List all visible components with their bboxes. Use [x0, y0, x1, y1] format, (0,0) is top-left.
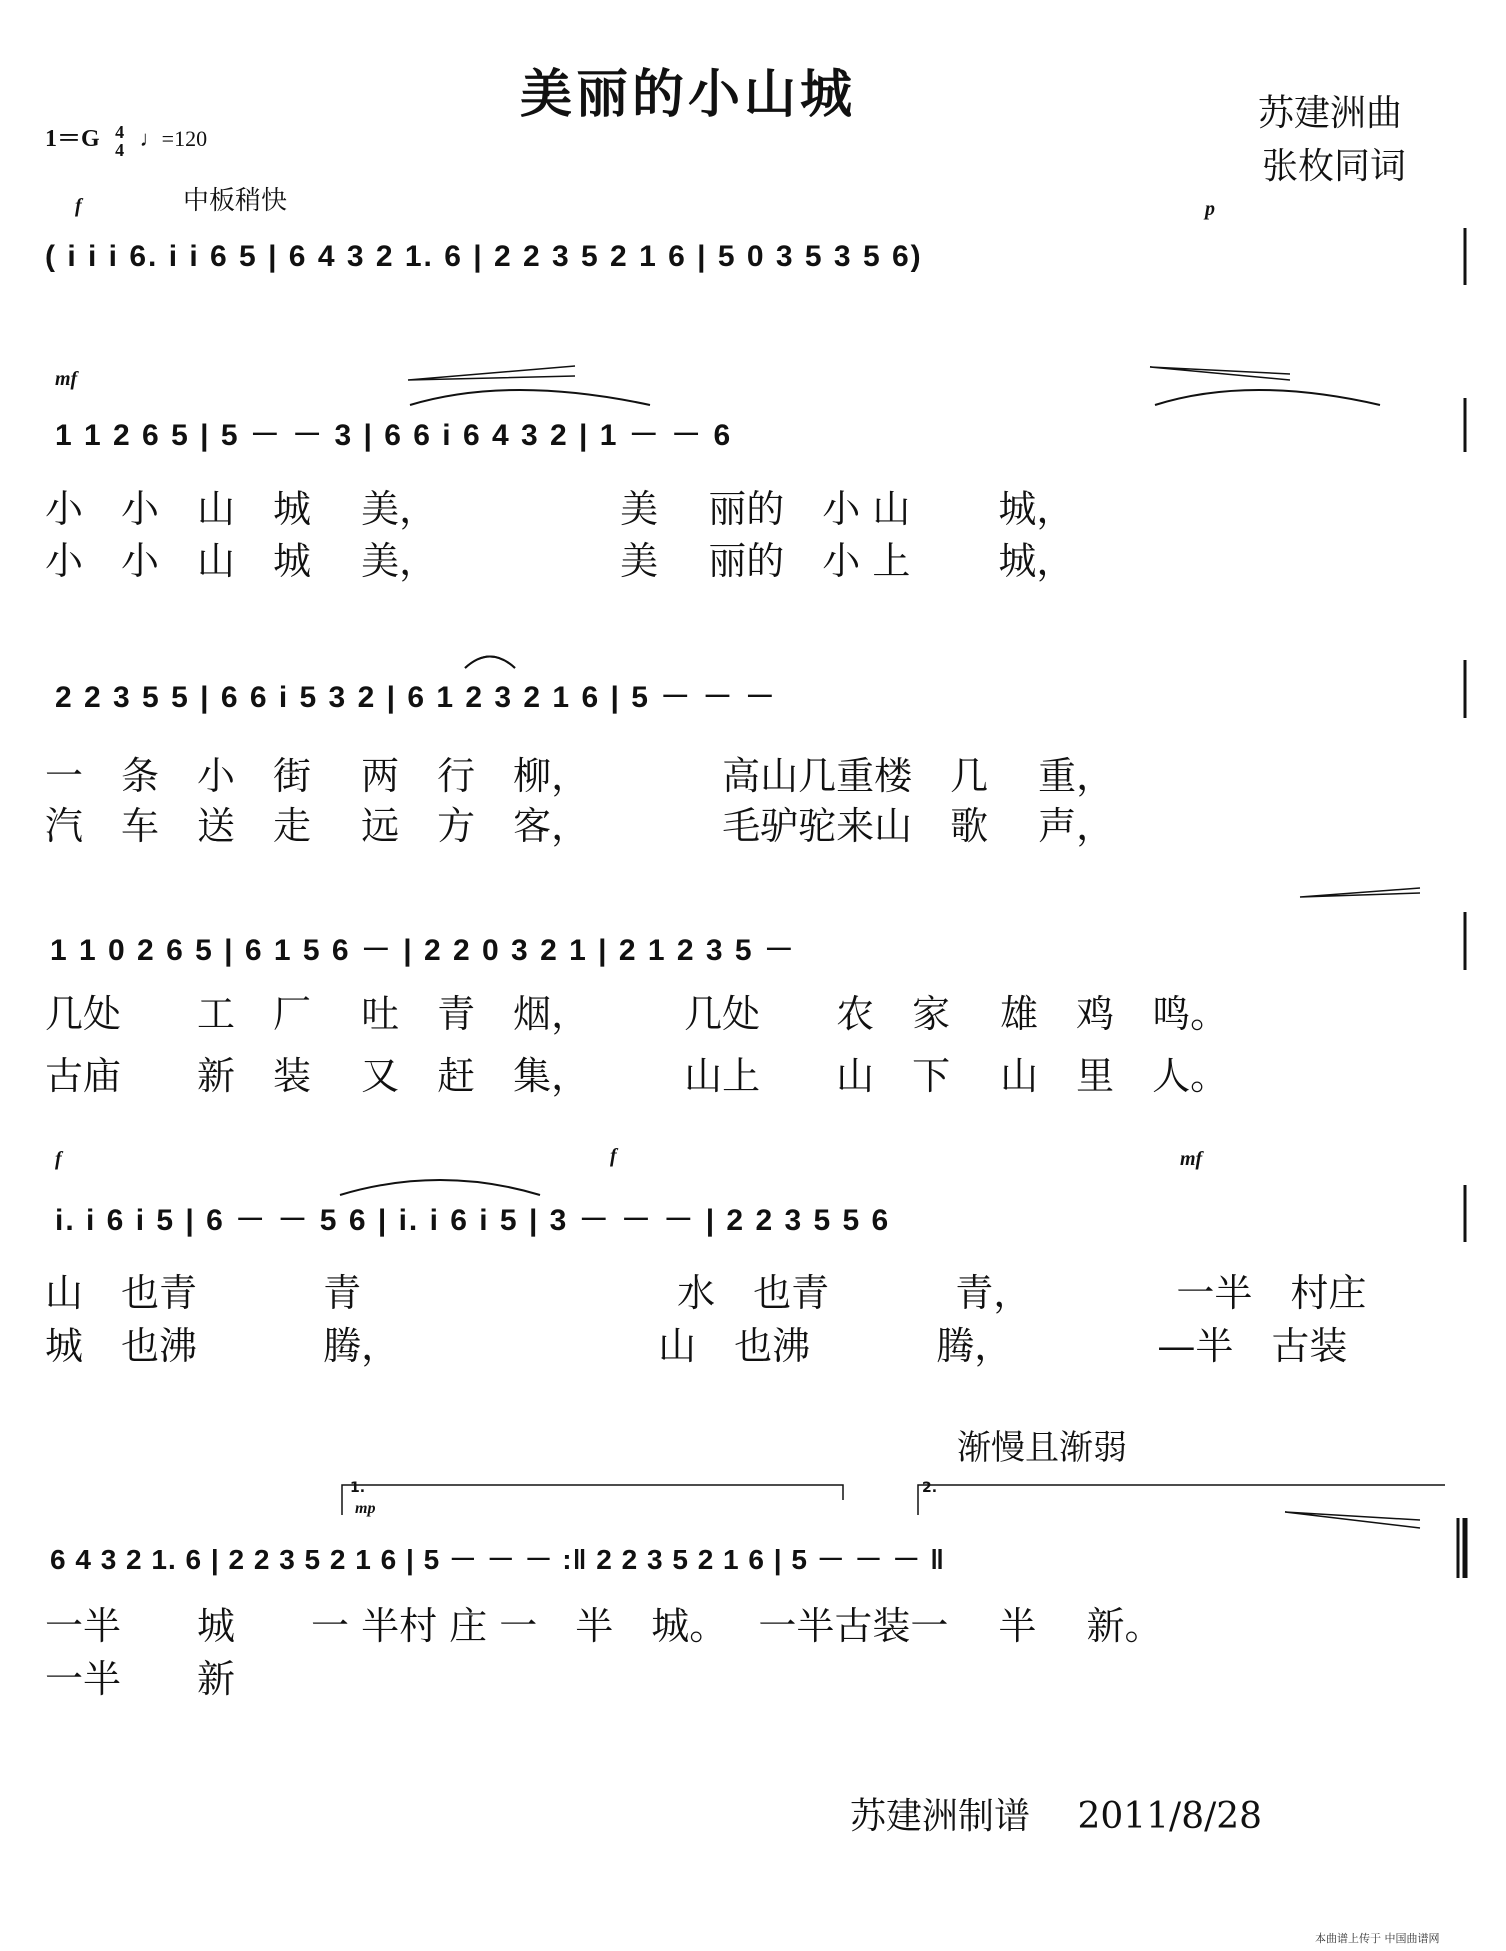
lyrics-verse-1: 一半 城 一 半村 庄 一 半 城。 一半古装一 半 新。 — [45, 1604, 1163, 1648]
lyricist: 张枚同词 — [1262, 146, 1407, 187]
lyrics-verse-2: 一半 新 — [45, 1657, 236, 1701]
footer-credit: 苏建洲制谱 2011/8/28 — [850, 1796, 1263, 1837]
lyrics-verse-1: 几处 工 厂 吐 青 烟， 几处 农 家 雄 鸡 鸣。 — [45, 992, 1229, 1036]
notation-line: ( i i i 6. i i 6 5 | 6 4 3 2 1. 6 | 2 2 3 5 2 1 6 | 5 0 3 5 3 5 6) — [45, 240, 923, 273]
dynamic-mark: f — [75, 195, 82, 217]
dynamic-mark: mf — [55, 368, 78, 390]
time-top: 4 — [115, 121, 125, 142]
composer: 苏建洲曲 — [1258, 93, 1403, 134]
notation-line: 1 1 2 6 5 | 5 － － 3 | 6 6 i 6 4 3 2 | 1 － － 6 — [55, 419, 733, 452]
dynamic-mark: f — [55, 1148, 62, 1170]
notation-line: 6 4 3 2 1. 6 | 2 2 3 5 2 1 6 | 5 － － － :‖ 2 2 3 5 2 1 6 | 5 － － － ‖ — [50, 1544, 945, 1575]
time-bottom: 4 — [115, 139, 125, 160]
dynamic-mark: mp — [355, 1500, 376, 1517]
lyrics-verse-2: 城 也沸 腾， 山 也沸 腾， —半 古装 — [45, 1324, 1348, 1368]
volta-1: 1. — [350, 1480, 366, 1496]
notation-line: 2 2 3 5 5 | 6 6 i 5 3 2 | 6 1 2 3 2 1 6 | 5 － － － — [55, 681, 777, 714]
lyrics-verse-1: 山 也青 青 水 也青 青， 一半 村庄 — [45, 1271, 1367, 1315]
tempo-marking: ♩=120 — [139, 126, 208, 151]
volta-2: 2. — [922, 1480, 938, 1496]
expression-text: 渐慢且渐弱 — [957, 1428, 1127, 1468]
key-label: 1＝G — [45, 126, 100, 152]
lyrics-verse-2: 古庙 新 装 又 赶 集， 山上 山 下 山 里 人。 — [45, 1054, 1229, 1098]
dynamic-mark: mf — [1180, 1148, 1203, 1170]
lyrics-verse-2: 小 小 山 城 美， 美 丽的 小 上 城， — [45, 539, 1075, 583]
dynamic-mark: p — [1205, 198, 1215, 220]
site-credit: 本曲谱上传于 中国曲谱网 — [1315, 1932, 1440, 1945]
dynamic-mark: f — [610, 1145, 617, 1167]
lyrics-verse-1: 一 条 小 街 两 行 柳， 高山几重楼 几 重， — [45, 754, 1115, 798]
song-title: 美丽的小山城 — [520, 65, 857, 125]
notation-line: 1 1 0 2 6 5 | 6 1 5 6 － | 2 2 0 3 2 1 | 2 1 2 3 5 － — [50, 934, 796, 967]
notation-line: i. i 6 i 5 | 6 － － 5 6 | i. i 6 i 5 | 3 － － － | 2 2 3 5 5 6 — [55, 1204, 891, 1237]
tempo-text: 中板稍快 — [183, 186, 288, 216]
lyrics-verse-2: 汽 车 送 走 远 方 客， 毛驴驼来山 歌 声， — [45, 804, 1115, 848]
lyrics-verse-1: 小 小 山 城 美， 美 丽的 小 山 城， — [45, 487, 1075, 531]
